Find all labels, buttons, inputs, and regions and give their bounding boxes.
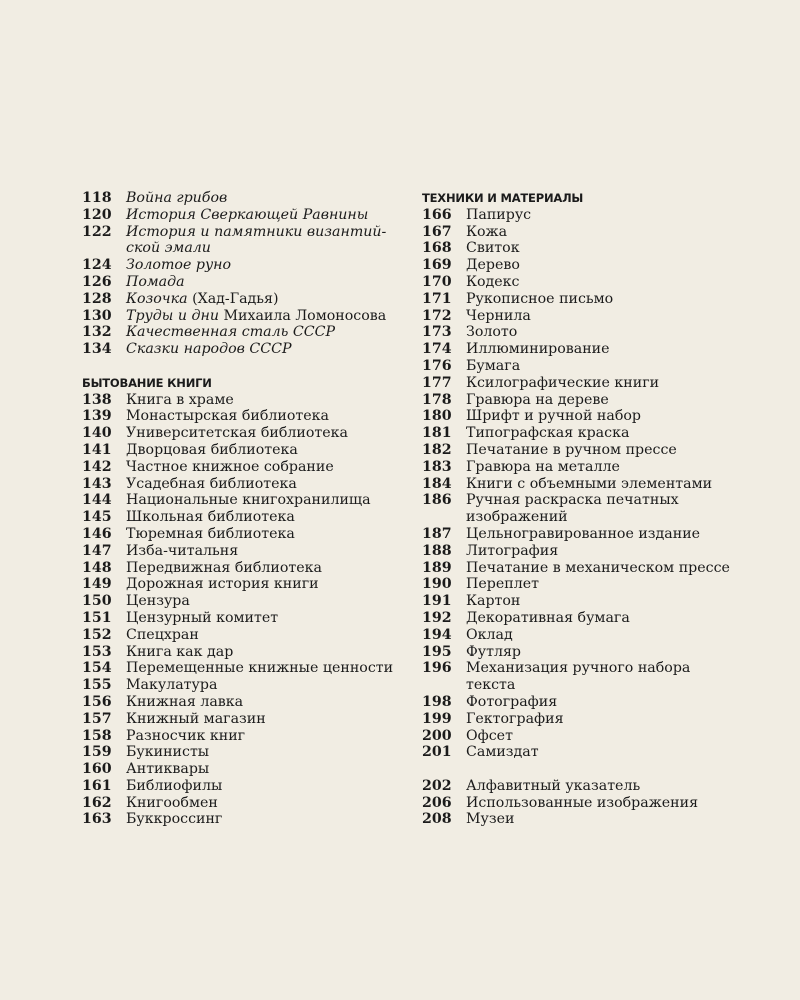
entry-title-text: Шрифт и ручной набор bbox=[466, 408, 642, 425]
page-number: 187 bbox=[422, 525, 452, 542]
entry-title-text: Печатание в механическом прессе bbox=[466, 559, 730, 576]
entry-title bbox=[466, 476, 752, 493]
toc-entry bbox=[82, 543, 402, 560]
page-number: 174 bbox=[422, 341, 452, 358]
entry-title-text: Сказки народов СССР bbox=[126, 341, 292, 358]
entry-title-text: Изба-читальня bbox=[126, 542, 239, 559]
entry-title bbox=[126, 694, 402, 711]
page-number: 149 bbox=[82, 576, 112, 593]
page-number: 184 bbox=[422, 475, 452, 492]
page-number: 186 bbox=[422, 492, 452, 509]
entry-title bbox=[466, 459, 752, 476]
page-number: 146 bbox=[82, 525, 112, 542]
toc-entry bbox=[82, 627, 402, 644]
entry-title-text: Кодекс bbox=[466, 273, 520, 290]
entry-title-text: Букинисты bbox=[126, 744, 210, 761]
entry-title-text: Макулатура bbox=[126, 677, 218, 694]
page-number: 145 bbox=[82, 509, 112, 526]
book-life-list bbox=[82, 392, 402, 829]
entry-title-text: Офсет bbox=[466, 727, 513, 744]
entry-title bbox=[466, 694, 752, 711]
toc-entry bbox=[82, 425, 402, 442]
entry-title-text: Картон bbox=[466, 593, 521, 610]
entry-title-text: Дерево bbox=[466, 257, 520, 274]
toc-entry bbox=[82, 509, 402, 526]
toc-entry bbox=[82, 459, 402, 476]
page-number: 139 bbox=[82, 408, 112, 425]
page-number: 160 bbox=[82, 761, 112, 778]
entry-title bbox=[126, 207, 402, 224]
spacer bbox=[422, 761, 752, 778]
entry-title bbox=[466, 308, 752, 325]
toc-entry bbox=[82, 644, 402, 661]
page-number: 138 bbox=[82, 391, 112, 408]
toc-entry bbox=[422, 291, 752, 308]
page-number: 124 bbox=[82, 257, 112, 274]
page-number: 189 bbox=[422, 559, 452, 576]
entry-title bbox=[466, 560, 752, 577]
entry-title-text: Книжная лавка bbox=[126, 693, 244, 710]
entry-title-text: Алфавитный указатель bbox=[466, 777, 641, 794]
entry-title bbox=[126, 492, 402, 509]
entry-title-text: Кожа bbox=[466, 223, 508, 240]
entry-title bbox=[126, 476, 402, 493]
page-number: 169 bbox=[422, 257, 452, 274]
entry-title bbox=[126, 728, 402, 745]
entry-title-text: Типографская краска bbox=[466, 425, 630, 442]
toc-entry bbox=[422, 408, 752, 425]
toc-entry bbox=[422, 224, 752, 241]
entry-title bbox=[466, 593, 752, 610]
toc-entry bbox=[82, 257, 402, 274]
entry-title-text: Гравюра на дереве bbox=[466, 391, 609, 408]
toc-entry bbox=[82, 308, 402, 325]
toc-entry bbox=[422, 257, 752, 274]
page-number: 140 bbox=[82, 425, 112, 442]
page-number: 178 bbox=[422, 391, 452, 408]
page-number: 208 bbox=[422, 811, 452, 828]
entry-title-text: Бумага bbox=[466, 357, 521, 374]
entry-title-text: Усадебная библиотека bbox=[126, 475, 297, 492]
entry-title bbox=[466, 291, 752, 308]
entry-title-text: Чернила bbox=[466, 307, 531, 324]
entry-title bbox=[466, 358, 752, 375]
page-number: 118 bbox=[82, 190, 112, 206]
page-number: 181 bbox=[422, 425, 452, 442]
page-number: 141 bbox=[82, 441, 112, 458]
entry-title-text: Печатание в ручном прессе bbox=[466, 441, 677, 458]
page-number: 126 bbox=[82, 273, 112, 290]
entry-title-text: Книга как дар bbox=[126, 643, 234, 660]
entry-title bbox=[466, 492, 752, 526]
page-number: 157 bbox=[82, 710, 112, 727]
page-number: 142 bbox=[82, 458, 112, 475]
entry-title bbox=[126, 560, 402, 577]
entry-title-text: Цензурный комитет bbox=[126, 609, 279, 626]
page-number: 143 bbox=[82, 475, 112, 492]
entry-title bbox=[126, 778, 402, 795]
entry-title bbox=[126, 761, 402, 778]
toc-entry bbox=[422, 274, 752, 291]
entry-title bbox=[126, 408, 402, 425]
entry-title bbox=[126, 526, 402, 543]
toc-entry bbox=[82, 795, 402, 812]
entry-title-text: Разносчик книг bbox=[126, 727, 246, 744]
toc-entry bbox=[422, 476, 752, 493]
page-number: 122 bbox=[82, 223, 112, 240]
toc-entry bbox=[82, 207, 402, 224]
page-number: 134 bbox=[82, 341, 112, 358]
page-number: 177 bbox=[422, 374, 452, 391]
entry-title-text: Свиток bbox=[466, 240, 520, 257]
entry-title bbox=[126, 324, 402, 341]
toc-entry bbox=[422, 795, 752, 812]
spacer bbox=[82, 358, 402, 375]
toc-entry bbox=[82, 476, 402, 493]
entry-title bbox=[466, 543, 752, 560]
entry-title bbox=[466, 274, 752, 291]
page-number: 167 bbox=[422, 223, 452, 240]
entry-title-text: Дорожная история книги bbox=[126, 576, 319, 593]
entry-title bbox=[126, 190, 402, 207]
entry-title-text: История Сверкающей Равнины bbox=[126, 206, 369, 223]
entry-title-text: Козочка bbox=[126, 290, 188, 307]
entry-title-extra: (Хад-Гадья) bbox=[187, 290, 279, 307]
toc-entry bbox=[82, 341, 402, 358]
page-number: 171 bbox=[422, 290, 452, 307]
page-number: 201 bbox=[422, 744, 452, 761]
toc-entry bbox=[422, 375, 752, 392]
page-number: 158 bbox=[82, 727, 112, 744]
page-number: 163 bbox=[82, 811, 112, 828]
toc-right-column bbox=[422, 190, 752, 828]
entry-title-text: Ручная раскраска печатных изображений bbox=[466, 492, 679, 526]
entry-title bbox=[126, 459, 402, 476]
toc-left-column bbox=[82, 190, 402, 828]
page-number: 182 bbox=[422, 441, 452, 458]
entry-title bbox=[466, 728, 752, 745]
page-number: 152 bbox=[82, 626, 112, 643]
page-number: 162 bbox=[82, 794, 112, 811]
entry-title bbox=[466, 240, 752, 257]
entry-title bbox=[466, 425, 752, 442]
entry-title-text: Школьная библиотека bbox=[126, 509, 295, 526]
toc-entry bbox=[422, 660, 752, 694]
toc-entry bbox=[422, 694, 752, 711]
entry-title-text: Антиквары bbox=[126, 761, 210, 778]
entry-title-text: Фотография bbox=[466, 693, 558, 710]
entry-title-text: Оклад bbox=[466, 626, 513, 643]
page-number: 200 bbox=[422, 727, 452, 744]
page-number: 196 bbox=[422, 660, 452, 677]
page-number: 199 bbox=[422, 710, 452, 727]
entry-title bbox=[126, 711, 402, 728]
toc-entry bbox=[422, 560, 752, 577]
section-heading-techniques: ТЕХНИКИ И МАТЕРИАЛЫ bbox=[422, 191, 584, 205]
page-number: 147 bbox=[82, 542, 112, 559]
page-number: 148 bbox=[82, 559, 112, 576]
page-number: 155 bbox=[82, 677, 112, 694]
page-number: 198 bbox=[422, 693, 452, 710]
toc-entry bbox=[422, 728, 752, 745]
toc-entry bbox=[422, 811, 752, 828]
entry-title-text: Передвижная библиотека bbox=[126, 559, 322, 576]
entry-title bbox=[466, 778, 752, 795]
entry-title bbox=[126, 644, 402, 661]
toc-entry bbox=[422, 324, 752, 341]
page-number: 132 bbox=[82, 324, 112, 341]
entry-title bbox=[466, 744, 752, 761]
entry-title-text: Буккроссинг bbox=[126, 811, 223, 828]
entry-title-text: Ксилографические книги bbox=[466, 374, 660, 391]
toc-entry bbox=[82, 728, 402, 745]
toc-entry bbox=[82, 408, 402, 425]
entry-title-text: Гравюра на металле bbox=[466, 458, 620, 475]
entry-title-text: Футляр bbox=[466, 643, 522, 660]
toc-entry bbox=[422, 744, 752, 761]
entry-title-text: Спецхран bbox=[126, 626, 199, 643]
page-number: 166 bbox=[422, 206, 452, 223]
entry-title-text: Тюремная библиотека bbox=[126, 525, 295, 542]
toc-entry bbox=[422, 392, 752, 409]
page-number: 192 bbox=[422, 609, 452, 626]
entry-title bbox=[466, 526, 752, 543]
entry-title bbox=[126, 610, 402, 627]
entry-title bbox=[126, 425, 402, 442]
page-number: 173 bbox=[422, 324, 452, 341]
entry-title-text: Иллюминирование bbox=[466, 341, 610, 358]
toc-entry bbox=[422, 593, 752, 610]
page-number: 159 bbox=[82, 744, 112, 761]
toc-entry bbox=[422, 627, 752, 644]
entry-title-text: Цельногравированное издание bbox=[466, 525, 701, 542]
toc-entry bbox=[82, 526, 402, 543]
section-heading-book-life: БЫТОВАНИЕ КНИГИ bbox=[82, 375, 212, 390]
entry-title bbox=[466, 644, 752, 661]
entry-title bbox=[126, 341, 402, 358]
entry-title bbox=[126, 543, 402, 560]
entry-title-extra: Михаила Ломоносова bbox=[218, 307, 387, 324]
entry-title-text: Война грибов bbox=[126, 190, 228, 206]
entry-title bbox=[126, 593, 402, 610]
entry-title bbox=[126, 291, 402, 308]
toc-entry bbox=[422, 543, 752, 560]
page-number: 188 bbox=[422, 542, 452, 559]
techniques-list bbox=[422, 207, 752, 761]
entry-title bbox=[466, 324, 752, 341]
toc-entry bbox=[422, 358, 752, 375]
toc-entry bbox=[82, 610, 402, 627]
toc-entry bbox=[422, 576, 752, 593]
toc-entry bbox=[422, 341, 752, 358]
entry-title bbox=[126, 811, 402, 828]
entry-title-text: Помада bbox=[126, 273, 185, 290]
toc-entry bbox=[422, 644, 752, 661]
page-number: 176 bbox=[422, 357, 452, 374]
entry-title bbox=[126, 257, 402, 274]
toc-entry bbox=[82, 224, 402, 258]
appendix-list bbox=[422, 778, 752, 828]
toc-entry bbox=[422, 459, 752, 476]
page-number: 154 bbox=[82, 660, 112, 677]
toc-entry bbox=[422, 492, 752, 526]
page-number: 195 bbox=[422, 643, 452, 660]
toc-entry bbox=[82, 677, 402, 694]
toc-entry bbox=[422, 308, 752, 325]
entry-title bbox=[466, 576, 752, 593]
toc-entry bbox=[82, 576, 402, 593]
page-number: 180 bbox=[422, 408, 452, 425]
entry-title bbox=[466, 795, 752, 812]
page-number: 168 bbox=[422, 240, 452, 257]
toc-entry bbox=[82, 560, 402, 577]
entry-title bbox=[466, 392, 752, 409]
toc-entry bbox=[82, 694, 402, 711]
toc-entry bbox=[82, 324, 402, 341]
films-list bbox=[82, 190, 402, 358]
entry-title-text: Декоративная бумага bbox=[466, 609, 630, 626]
page-number: 144 bbox=[82, 492, 112, 509]
toc-entry bbox=[82, 711, 402, 728]
page-number: 183 bbox=[422, 458, 452, 475]
entry-title-text: Университетская библиотека bbox=[126, 425, 348, 442]
page-number: 151 bbox=[82, 609, 112, 626]
page-number: 120 bbox=[82, 206, 112, 223]
entry-title-text: История и памятники византий- ской эмали bbox=[126, 223, 387, 257]
entry-title-text: Частное книжное собрание bbox=[126, 458, 334, 475]
entry-title-text: Самиздат bbox=[466, 744, 539, 761]
toc-entry bbox=[422, 610, 752, 627]
entry-title-text: Рукописное письмо bbox=[466, 290, 614, 307]
entry-title bbox=[126, 744, 402, 761]
entry-title-text: Использованные изображения bbox=[466, 794, 699, 811]
entry-title-text: Библиофилы bbox=[126, 777, 223, 794]
page-number: 153 bbox=[82, 643, 112, 660]
entry-title-text: Папирус bbox=[466, 206, 532, 223]
page-number: 150 bbox=[82, 593, 112, 610]
entry-title-text: Дворцовая библиотека bbox=[126, 441, 298, 458]
entry-title-text: Механизация ручного набора текста bbox=[466, 660, 691, 694]
entry-title bbox=[126, 627, 402, 644]
entry-title bbox=[126, 509, 402, 526]
entry-title bbox=[466, 811, 752, 828]
page-number: 130 bbox=[82, 307, 112, 324]
toc-entry bbox=[82, 778, 402, 795]
page-number: 191 bbox=[422, 593, 452, 610]
toc-entry bbox=[422, 778, 752, 795]
entry-title bbox=[466, 375, 752, 392]
entry-title bbox=[466, 711, 752, 728]
entry-title bbox=[466, 442, 752, 459]
page-number: 161 bbox=[82, 777, 112, 794]
entry-title bbox=[126, 308, 402, 325]
entry-title bbox=[466, 257, 752, 274]
entry-title-text: Цензура bbox=[126, 593, 190, 610]
entry-title bbox=[466, 341, 752, 358]
toc-entry bbox=[82, 274, 402, 291]
entry-title bbox=[466, 610, 752, 627]
entry-title bbox=[466, 207, 752, 224]
entry-title-text: Книги с объемными элементами bbox=[466, 475, 713, 492]
toc-entry bbox=[82, 492, 402, 509]
toc-entry bbox=[82, 442, 402, 459]
toc-entry bbox=[82, 744, 402, 761]
entry-title-text: Золото bbox=[466, 324, 518, 341]
entry-title-text: Перемещенные книжные ценности bbox=[126, 660, 394, 677]
entry-title-text: Монастырская библиотека bbox=[126, 408, 330, 425]
page-number: 206 bbox=[422, 794, 452, 811]
page-number: 128 bbox=[82, 290, 112, 307]
entry-title bbox=[466, 627, 752, 644]
page-number: 194 bbox=[422, 626, 452, 643]
entry-title bbox=[126, 224, 402, 258]
entry-title-text: Гектография bbox=[466, 710, 564, 727]
entry-title bbox=[126, 660, 402, 677]
page-number: 202 bbox=[422, 777, 452, 794]
toc-entry bbox=[422, 711, 752, 728]
entry-title-text: Книжный магазин bbox=[126, 710, 266, 727]
toc-entry bbox=[82, 291, 402, 308]
entry-title-text: Золотое руно bbox=[126, 257, 232, 274]
entry-title-text: Книгообмен bbox=[126, 794, 218, 811]
entry-title-text: Труды и дни bbox=[126, 307, 219, 324]
entry-title bbox=[466, 224, 752, 241]
toc-entry bbox=[82, 761, 402, 778]
entry-title bbox=[126, 677, 402, 694]
toc-entry bbox=[82, 811, 402, 828]
entry-title-text: Музеи bbox=[466, 811, 515, 828]
page-number: 190 bbox=[422, 576, 452, 593]
toc-entry bbox=[422, 240, 752, 257]
entry-title bbox=[126, 576, 402, 593]
entry-title bbox=[126, 795, 402, 812]
toc-entry bbox=[82, 392, 402, 409]
toc-entry bbox=[422, 207, 752, 224]
page-number: 170 bbox=[422, 273, 452, 290]
entry-title bbox=[126, 274, 402, 291]
toc-entry bbox=[82, 190, 402, 207]
toc-entry bbox=[422, 442, 752, 459]
entry-title bbox=[126, 392, 402, 409]
entry-title-text: Качественная сталь СССР bbox=[126, 324, 336, 341]
entry-title bbox=[126, 442, 402, 459]
entry-title-text: Национальные книгохранилища bbox=[126, 492, 371, 509]
toc-entry bbox=[82, 660, 402, 677]
page-number: 172 bbox=[422, 307, 452, 324]
toc-entry bbox=[422, 526, 752, 543]
entry-title-text: Переплет bbox=[466, 576, 539, 593]
entry-title bbox=[466, 408, 752, 425]
toc-entry bbox=[422, 425, 752, 442]
entry-title-text: Литография bbox=[466, 542, 559, 559]
toc-entry bbox=[82, 593, 402, 610]
entry-title bbox=[466, 660, 752, 694]
entry-title-text: Книга в храме bbox=[126, 391, 234, 408]
page-number: 156 bbox=[82, 693, 112, 710]
